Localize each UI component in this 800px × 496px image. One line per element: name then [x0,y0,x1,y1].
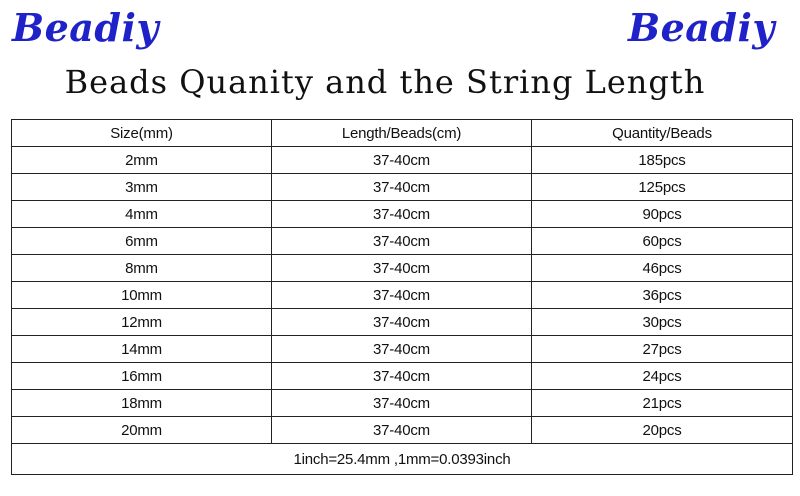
column-header-quantity: Quantity/Beads [532,120,793,147]
cell-quantity: 24pcs [532,363,793,390]
table-row [12,363,793,390]
cell-length: 37-40cm [272,255,532,282]
cell-size: 16mm [12,363,272,390]
cell-length: 37-40cm [272,336,532,363]
cell-size: 8mm [12,255,272,282]
cell-length: 37-40cm [272,390,532,417]
cell-quantity: 21pcs [532,390,793,417]
cell-quantity: 30pcs [532,309,793,336]
cell-length: 37-40cm [272,309,532,336]
cell-size: 18mm [12,390,272,417]
cell-length: 37-40cm [272,282,532,309]
table-header-row [12,120,793,147]
cell-quantity: 27pcs [532,336,793,363]
table-row [12,174,793,201]
cell-quantity: 20pcs [532,417,793,444]
column-header-size: Size(mm) [12,120,272,147]
cell-quantity: 60pcs [532,228,793,255]
cell-length: 37-40cm [272,174,532,201]
table-row [12,228,793,255]
cell-length: 37-40cm [272,417,532,444]
cell-size: 10mm [12,282,272,309]
table-row [12,147,793,174]
unit-conversion-note: 1inch=25.4mm ,1mm=0.0393inch [12,444,793,475]
table-row [12,201,793,228]
table-row [12,309,793,336]
bead-quantity-table [11,119,792,482]
table-row [12,255,793,282]
cell-quantity: 46pcs [532,255,793,282]
brand-logo-right: Beadiy [628,5,776,50]
table-row [12,390,793,417]
cell-size: 6mm [12,228,272,255]
cell-length: 37-40cm [272,363,532,390]
brand-logo-left: Beadiy [12,5,160,50]
cell-size: 2mm [12,147,272,174]
cell-length: 37-40cm [272,147,532,174]
cell-quantity: 90pcs [532,201,793,228]
table-row [12,282,793,309]
table-footer-row [12,444,793,475]
table-row [12,417,793,444]
cell-quantity: 185pcs [532,147,793,174]
cell-length: 37-40cm [272,201,532,228]
cell-quantity: 36pcs [532,282,793,309]
column-header-length: Length/Beads(cm) [272,120,532,147]
cell-size: 12mm [12,309,272,336]
cell-size: 20mm [12,417,272,444]
table-row [12,336,793,363]
cell-quantity: 125pcs [532,174,793,201]
cell-size: 14mm [12,336,272,363]
cell-size: 4mm [12,201,272,228]
cell-length: 37-40cm [272,228,532,255]
cell-size: 3mm [12,174,272,201]
page-title: Beads Quanity and the String Length [64,63,706,101]
